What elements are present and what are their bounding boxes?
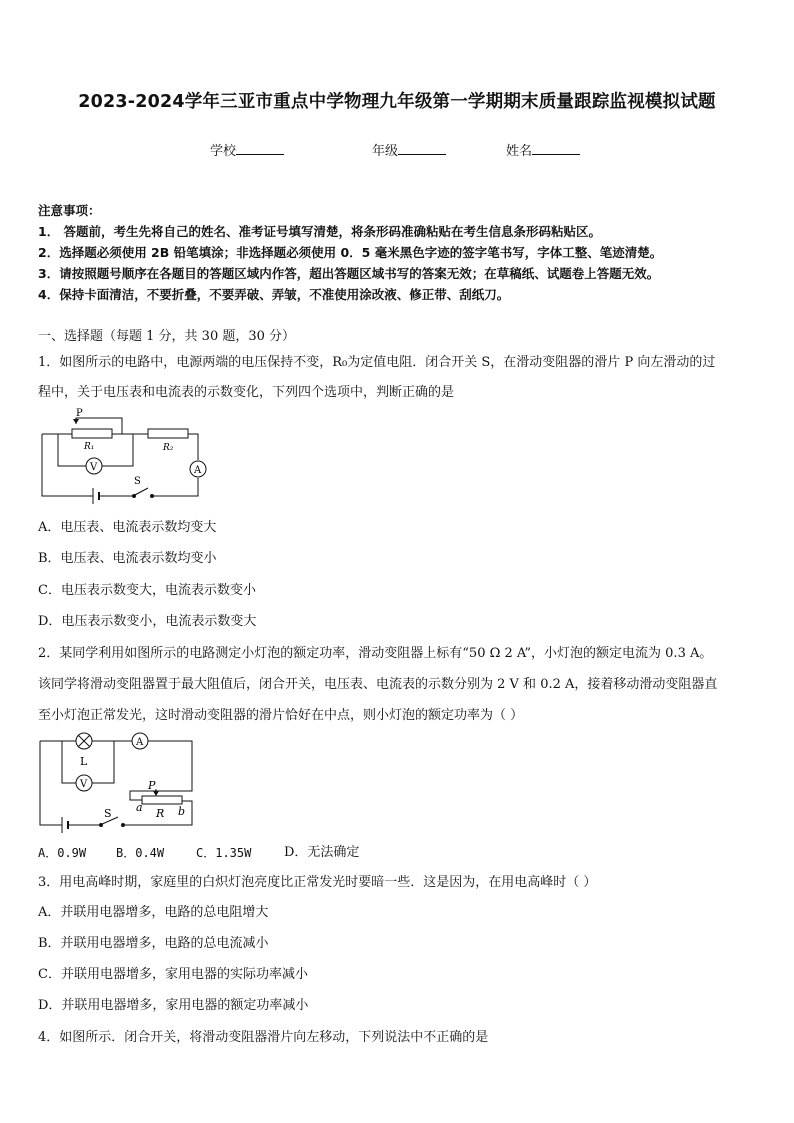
name-blank[interactable] [532,142,580,155]
q2-fig-end-a: a [136,801,143,814]
school-field[interactable] [210,140,284,159]
q2-fig-ammeter: A [136,737,144,748]
q2-fig-lamp: L [80,755,88,768]
q3-text-line1: 3．用电高峰时期，家庭里的白炽灯泡亮度比正常发光时要暗一些．这是因为，在用电高峰时（ ） [38,875,597,890]
q2-option-a: A．0.9W [38,846,87,860]
q2-option-c: C．1.35W [196,846,252,860]
grade-label: 年级 [372,144,399,159]
q1-fig-r1: R₁ [84,442,95,452]
q1-fig-voltmeter: V [90,462,98,473]
q1-option-a: A．电压表、电流表示数均变大 [38,520,217,535]
notice-item: 1． 答题前，考生先将自己的姓名、准考证号填写清楚，将条形码准确粘贴在考生信息条形码粘贴区。 [38,224,602,239]
notice-heading: 注意事项： [38,203,101,218]
q2-option-d: D．无法确定 [284,845,360,860]
q1-option-d: D．电压表示数变小，电流表示数变大 [38,614,257,629]
q2-fig-end-b: b [178,805,186,818]
section-heading: 一、选择题（每题 1 分，共 30 题，30 分） [38,329,296,344]
q2-text-line3: 至小灯泡正常发光，这时滑动变阻器的滑片恰好在中点，则小灯泡的额定功率为（ ） [38,708,524,723]
q3-option-c: C．并联用电器增多，家用电器的实际功率减小 [38,967,308,982]
school-label: 学校 [210,144,237,159]
q1-option-b: B．电压表、电流表示数均变小 [38,551,217,566]
notice-item: 2．选择题必须使用 2B 铅笔填涂；非选择题必须使用 0．5 毫米黑色字迹的签字笔书写，字体工整、笔迹清楚。 [38,245,663,260]
q1-fig-switch: S [134,476,141,487]
q3-option-b: B．并联用电器增多，电路的总电流减小 [38,936,269,951]
q1-fig-r2: R₂ [163,443,174,453]
grade-field[interactable] [372,140,446,159]
q4-text-line1: 4．如图所示．闭合开关，将滑动变阻器滑片向左移动，下列说法中不正确的是 [38,1030,489,1045]
q2-option-b: B．0.4W [116,846,165,860]
grade-blank[interactable] [398,142,446,155]
name-label: 姓名 [506,144,533,159]
q3-option-a: A．并联用电器增多，电路的总电阻增大 [38,905,269,920]
exam-title: 2023-2024学年三亚市重点中学物理九年级第一学期期末质量跟踪监视模拟试题 [78,92,716,112]
school-blank[interactable] [236,142,284,155]
q2-fig-switch: S [104,807,112,820]
q1-text-line2: 程中，关于电压表和电流表的示数变化，下列四个选项中，判断正确的是 [38,385,455,400]
q3-option-d: D．并联用电器增多，家用电器的额定功率减小 [38,998,309,1013]
q1-text-line1: 1．如图所示的电路中，电源两端的电压保持不变，R₀为定值电阻．闭合开关 S，在滑动变阻器的滑片 P 向左滑动的过 [38,355,716,370]
q2-fig-slider-p: P [148,779,156,792]
notice-item: 3．请按照题号顺序在各题目的答题区域内作答，超出答题区域书写的答案无效；在草稿纸、试题卷上答题无效。 [38,266,660,281]
slider-arrow-icon [73,419,79,424]
q2-text-line2: 该同学将滑动变阻器置于最大阻值后，闭合开关，电压表、电流表的示数分别为 2 V 和 0.2 A，接着移动滑动变阻器直 [38,677,718,692]
name-field[interactable] [506,140,580,159]
q1-option-c: C．电压表示数变大，电流表示数变小 [38,583,256,598]
notice-item: 4．保持卡面清洁，不要折叠，不要弄破、弄皱，不准使用涂改液、修正带、刮纸刀。 [38,287,510,302]
q2-fig-voltmeter: V [80,779,88,790]
q1-circuit-diagram [38,408,218,504]
q1-fig-ammeter: A [194,465,202,476]
q2-fig-r: R [156,807,165,820]
q2-text-line1: 2．某同学利用如图所示的电路测定小灯泡的额定功率，滑动变阻器上标有“50 Ω 2 A”，小灯泡的额定电流为 0.3 A。 [38,646,713,661]
q1-fig-p: P [76,408,83,419]
q2-circuit-diagram [38,731,198,833]
